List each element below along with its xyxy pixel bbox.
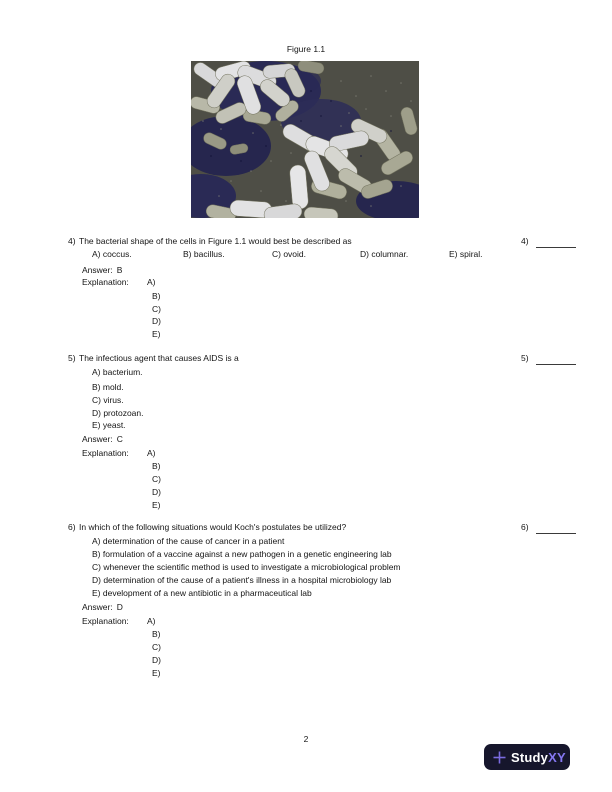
logo-text-xy: XY	[548, 749, 566, 765]
question-number: 6)	[68, 522, 76, 532]
question-ref-number: 4)	[521, 236, 529, 246]
bacteria-micrograph	[191, 61, 419, 218]
option-d: D) determination of the cause of a patient's illness in a hospital microbiology lab	[92, 575, 392, 585]
answer-line	[82, 434, 123, 444]
answer-blank-line	[536, 533, 576, 534]
page-number: 2	[303, 734, 309, 744]
explanation-item-a: A)	[147, 277, 156, 287]
answer-value: B	[116, 265, 123, 275]
explanation-item-a: A)	[147, 616, 156, 626]
answer-value: D	[116, 602, 123, 612]
explanation-label: Explanation:	[82, 448, 129, 458]
explanation-label: Explanation:	[82, 277, 129, 287]
option-c: C) ovoid.	[272, 249, 307, 259]
option-a: A) determination of the cause of cancer in a patient	[92, 536, 285, 546]
question-ref-number: 5)	[521, 353, 529, 363]
answer-label: Answer:	[82, 434, 113, 444]
explanation-item-b: B)	[152, 291, 161, 301]
explanation-item-d: D)	[152, 487, 161, 497]
option-d: D) protozoan.	[92, 408, 144, 418]
question-text: In which of the following situations would Koch's postulates be utilized?	[79, 522, 347, 532]
explanation-item-c: C)	[152, 474, 161, 484]
option-e: E) development of a new antibiotic in a pharmaceutical lab	[92, 588, 312, 598]
explanation-item-b: B)	[152, 461, 161, 471]
option-e: E) spiral.	[449, 249, 483, 259]
explanation-item-a: A)	[147, 448, 156, 458]
explanation-item-d: D)	[152, 316, 161, 326]
question-ref-number: 6)	[521, 522, 529, 532]
question-text: The bacterial shape of the cells in Figure 1.1 would best be described as	[79, 236, 352, 246]
option-c: C) virus.	[92, 395, 124, 405]
option-b: B) mold.	[92, 382, 124, 392]
option-d: D) columnar.	[360, 249, 409, 259]
option-b: B) formulation of a vaccine against a new pathogen in a genetic engineering lab	[92, 549, 392, 559]
plus-icon	[492, 750, 507, 765]
explanation-item-e: E)	[152, 329, 161, 339]
option-a: A) bacterium.	[92, 367, 143, 377]
answer-blank-line	[536, 364, 576, 365]
answer-line	[82, 265, 122, 275]
logo-text	[511, 750, 566, 765]
question-text: The infectious agent that causes AIDS is a	[79, 353, 239, 363]
option-e: E) yeast.	[92, 420, 126, 430]
option-b: B) bacillus.	[183, 249, 225, 259]
option-c: C) whenever the scientific method is used to investigate a microbiological problem	[92, 562, 401, 572]
question-number: 5)	[68, 353, 76, 363]
explanation-item-c: C)	[152, 304, 161, 314]
answer-blank-line	[536, 247, 576, 248]
logo-text-study: Study	[511, 749, 549, 765]
explanation-item-e: E)	[152, 500, 161, 510]
option-a: A) coccus.	[92, 249, 132, 259]
answer-label: Answer:	[82, 602, 113, 612]
answer-label: Answer:	[82, 265, 113, 275]
answer-value: C	[116, 434, 123, 444]
explanation-item-c: C)	[152, 642, 161, 652]
figure-caption: Figure 1.1	[286, 44, 326, 54]
studyxy-logo	[484, 744, 570, 770]
question-number: 4)	[68, 236, 76, 246]
explanation-item-e: E)	[152, 668, 161, 678]
answer-line	[82, 602, 123, 612]
explanation-item-b: B)	[152, 629, 161, 639]
explanation-item-d: D)	[152, 655, 161, 665]
explanation-label: Explanation:	[82, 616, 129, 626]
